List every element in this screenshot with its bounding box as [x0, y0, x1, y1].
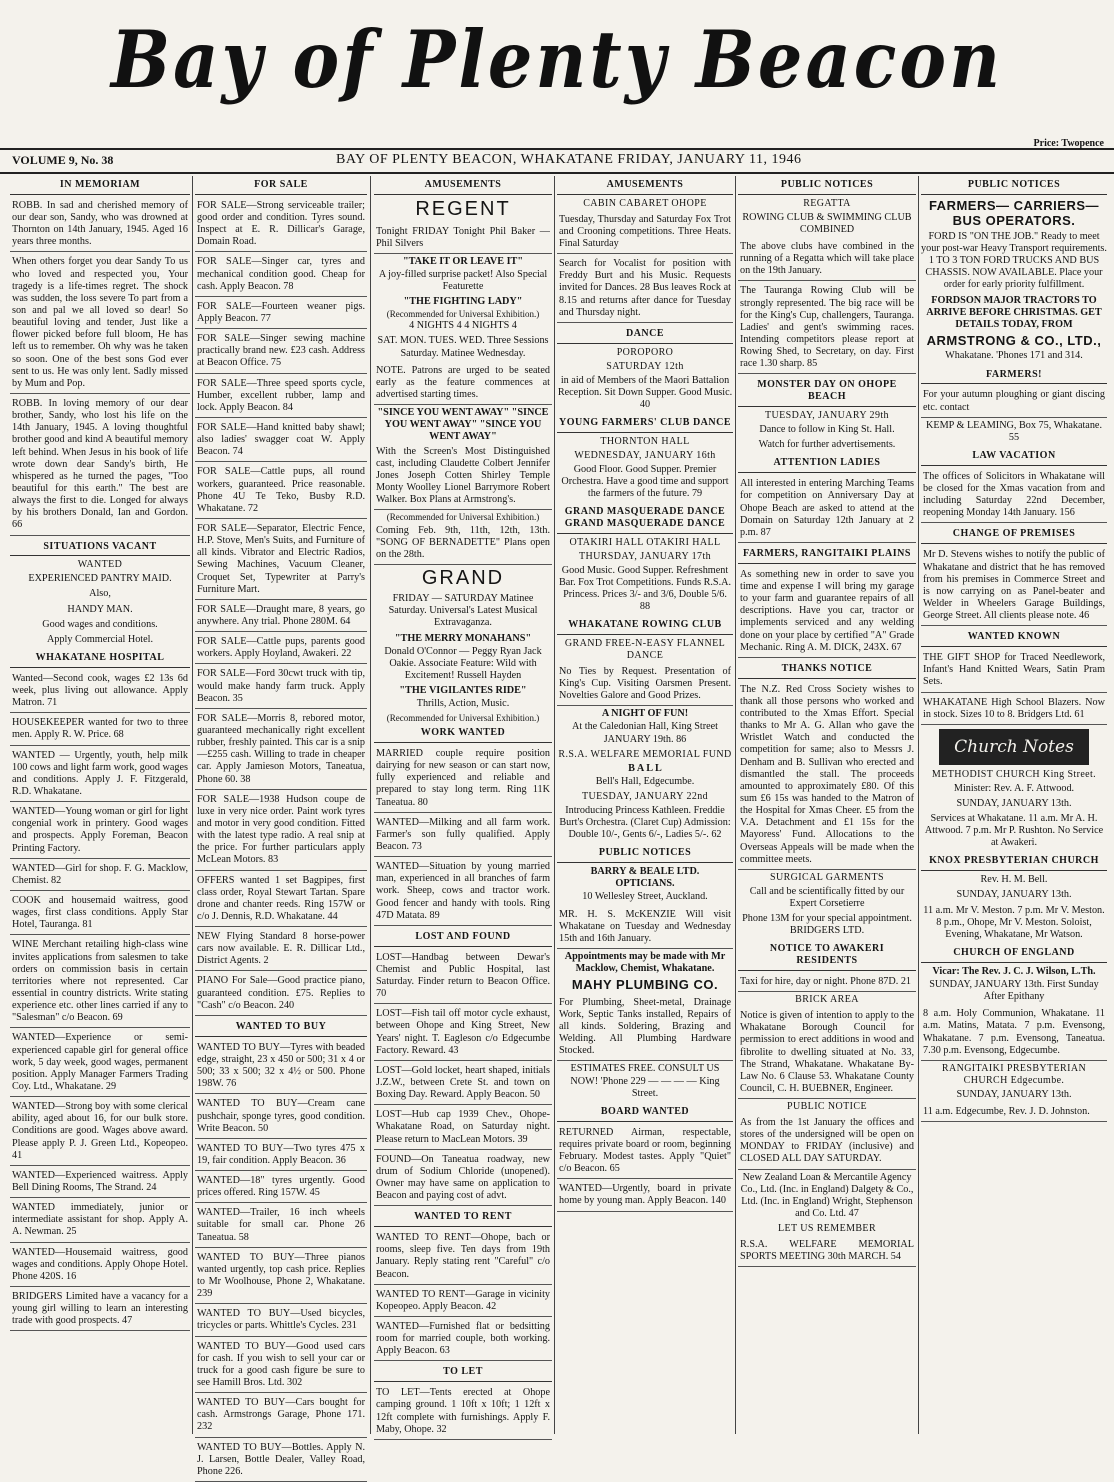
sub-heading: GRAND FREE-N-EASY FLANNEL DANCE — [564, 638, 726, 661]
section-heading: ATTENTION LADIES — [738, 454, 916, 473]
section-heading: PUBLIC NOTICES — [921, 176, 1107, 195]
column-1 — [10, 176, 190, 1434]
classified-ad: WINE Merchant retailing high-class wine invites applications from salesmen to take orders on commission basis in certain territories where not represented. Car essential in country districts. Write stating experience etc. other lines carried if any to "Salesman" c/o Beacon. 69 — [10, 937, 190, 1028]
classified-ad: WANTED TO BUY—Good used cars for cash. If you wish to sell your car or truck for a good cash figure be sure to see Hamill Bros. Ltd. 302 — [195, 1339, 367, 1394]
section-heading: SITUATIONS VACANT — [10, 538, 190, 557]
centered-text: 10 Wellesley Street, Auckland. — [582, 891, 708, 903]
classified-ad: FOR SALE—1938 Hudson coupe de luxe in very nice order. Paint work tyres and motor in very good condition. Fitted with the latest type radio. A real snip at the price. For further particulars apply McLean Motors. 83 — [195, 792, 367, 871]
classified-ad: WANTED TO BUY—Three pianos wanted urgently, top cash price. Replies to Mr Woolhouse, Phone 2, Whakatane. 239 — [195, 1250, 367, 1305]
sub-heading: REGATTA — [803, 197, 851, 209]
classified-ad: 11 a.m. Edgecumbe, Rev. J. D. Johnston. — [921, 1104, 1107, 1122]
centered-text: Bell's Hall, Edgecumbe. — [595, 775, 695, 787]
classified-ad: FOR SALE—Three speed sports cycle, Humber, excellent rubber, lamp and lock. Apply Beacon. 84 — [195, 376, 367, 418]
column-rule — [918, 176, 919, 1434]
classified-ad: Notice is given of intention to apply to the Whakatane Borough Council for permission to erect additions in wood and fibrolite to dwelling situated at No. 33, The Strand, Whakatane. Whakatane By-Law No. 6 Clause 53. Whakatane County Council, C. H. BUEBNER, Engineer. — [738, 1008, 916, 1099]
bold-line: "TAKE IT OR LEAVE IT" — [402, 255, 523, 267]
column-rule — [192, 176, 193, 1434]
classified-ad: NEW Flying Standard 8 horse-power cars now available. E. R. Dillicar Ltd., District Agents. 2 — [195, 929, 367, 971]
centered-text: Good Floor. Good Supper. Premier Orchestra. Have a good time and support the farmers of the future. 79 — [561, 463, 729, 499]
classified-ad: LOST—Handbag between Dewar's Chemist and Public Hospital, last Saturday. Finder return to Beacon Office. 70 — [374, 950, 552, 1005]
bold-line: "THE MERRY MONAHANS" — [394, 632, 532, 644]
dateline-text: BAY OF PLENTY BEACON, WHAKATANE FRIDAY, JANUARY 11, 1946 — [336, 152, 802, 167]
centered-text: New Zealand Loan & Mercantile Agency Co., Ltd. (Inc. in England) Dalgety & Co., Ltd. (Inc. in England) Wright, Stephenson and Co. Ltd. 47 — [740, 1171, 914, 1220]
classified-ad: For your autumn ploughing or giant discing etc. contact — [921, 387, 1107, 417]
sub-heading: THORNTON HALL — [600, 435, 690, 447]
centered-text: 4 NIGHTS 4 4 NIGHTS 4 — [409, 320, 517, 332]
bold-line: BARRY & BEALE LTD. — [590, 866, 700, 878]
classified-ad: WANTED TO BUY—Bottles. Apply N. J. Larsen, Bottle Dealer, Valley Road, Phone 226. — [195, 1440, 367, 1482]
classified-ad: WANTED—Situation by young married man, experienced in all branches of farm work. Sheep, cows and tractor work. Good fencer and handy with tools. Ring 47D Matata. 89 — [374, 859, 552, 926]
sub-heading: WANTED — [77, 559, 123, 571]
classified-ad: As from the 1st January the offices and stores of the undersigned will be open on MONDAY to FRIDAY (inclusive) and CLOSED ALL DAY SATURDAY. — [738, 1115, 916, 1170]
section-heading: LAW VACATION — [921, 447, 1107, 466]
classified-ad: WANTED TO BUY—Cream cane pushchair, sponge tyres, good condition. Write Beacon. 50 — [195, 1096, 367, 1138]
centered-text: SUNDAY, JANUARY 13th. — [956, 797, 1072, 809]
bold-line: B A L L — [628, 762, 662, 774]
classified-ad: WANTED TO BUY—Used bicycles, tricycles or parts. Whittle's Cycles. 231 — [195, 1306, 367, 1336]
column-rule — [554, 176, 555, 1434]
centered-text: ESTIMATES FREE. CONSULT US NOW! 'Phone 229 — — — — King Street. — [570, 1063, 720, 1099]
section-heading: PUBLIC NOTICES — [738, 176, 916, 195]
classified-ad: WANTED immediately, junior or intermediate assistant for shop. Apply A. A. Newman. 25 — [10, 1200, 190, 1242]
section-heading: FARMERS, RANGITAIKI PLAINS — [738, 545, 916, 564]
classified-ad: FOR SALE—Cattle pups, parents good workers. Apply Hoyland, Awakeri. 22 — [195, 634, 367, 664]
classified-ad: Tuesday, Thursday and Saturday Fox Trot and Crooning competitions. Three Heats. Final Saturday — [557, 212, 733, 254]
bold-line: A NIGHT OF FUN! — [601, 708, 689, 720]
centered-text: At the Caledonian Hall, King Street JANUARY 19th. 86 — [572, 721, 718, 745]
classified-ad: As something new in order to save you time and expense I will bring my garage to your farm and guarantee repairs of all descriptions. Have you car, tractor or implements serviced and any welding done on your place by certified "A" Grade Mechanic. Ring A. M. DICK, 243X. 67 — [738, 567, 916, 658]
section-heading: WANTED TO BUY — [195, 1018, 367, 1037]
classified-ad: WANTED—Milking and all farm work. Farmer's son fully qualified. Apply Beacon. 73 — [374, 815, 552, 857]
section-heading: AMUSEMENTS — [557, 176, 733, 195]
bold-line: "THE VIGILANTES RIDE" — [399, 685, 527, 697]
centered-text: KEMP & LEAMING, Box 75, Whakatane. 55 — [926, 419, 1102, 443]
centered-text: Introducing Princess Kathleen. Freddie Burt's Orchestra. (Claret Cup) Admission: Double 10/-, Gents 6/-, Ladies 5/-. 62 — [559, 804, 731, 841]
sub-heading: WEDNESDAY, JANUARY 16th — [574, 449, 716, 461]
church-notes-badge: Church Notes — [939, 729, 1089, 765]
section-heading: DANCE — [557, 325, 733, 344]
sub-heading: THURSDAY, JANUARY 17th — [578, 550, 712, 562]
note-line: (Recommended for Universal Exhibition.) — [386, 512, 540, 523]
bold-line: Vicar: The Rev. J. C. J. Wilson, L.Th. — [932, 965, 1096, 977]
classified-ad: WANTED—Experience or semi-experienced capable girl for general office work, 5 day week, good wages, permanent position. Apply Manager Farmers Trading Coy. Ltd., Whakatane. 29 — [10, 1030, 190, 1097]
classified-ad: WANTED—Urgently, board in private home by young man. Apply Beacon. 140 — [557, 1181, 733, 1211]
section-heading: GRAND MASQUERADE DANCE GRAND MASQUERADE DANCE — [557, 503, 733, 534]
classified-ad: With the Screen's Most Distinguished cast, including Claudette Colbert Jennifer Jones Joseph Cotten Shirley Temple Monty Woolley Lionel Barrymore Robert Walker. Box Plans at Armstrong's. — [374, 444, 552, 511]
centered-text: Watch for further advertisements. — [758, 439, 896, 451]
section-heading: CHURCH OF ENGLAND — [921, 944, 1107, 963]
centered-text: FORD IS "ON THE JOB." Ready to meet your post-war Heavy Transport requirements. 1 TO 3 TON FORD TRUCKS AND BUS CHASSIS. NOW AVAILABLE. Place your order for early priority fulfillment. — [921, 230, 1107, 291]
centered-text: SAT. MON. TUES. WED. Three Sessions Saturday. Matinee Wednesday. — [377, 335, 549, 359]
classified-ad: WANTED—Furnished flat or bedsitting room for married couple, both working. Apply Beacon. 63 — [374, 1319, 552, 1361]
classified-ad: FOR SALE—Ford 30cwt truck with tip, would make handy farm truck. Apply Beacon. 35 — [195, 666, 367, 708]
section-heading: CHANGE OF PREMISES — [921, 525, 1107, 544]
section-heading: PUBLIC NOTICES — [557, 844, 733, 863]
volume-number: VOLUME 9, No. 38 — [12, 153, 114, 167]
section-heading: WANTED TO RENT — [374, 1208, 552, 1227]
classified-ad: Mr D. Stevens wishes to notify the public of Whakatane and district that he has removed from his premises in Commerce Street and is now carrying on as Panel-beater and Welder in Wheelers Garage Buildings, George Street. All clients please note. 46 — [921, 547, 1107, 626]
classified-ad: The Tauranga Rowing Club will be strongly represented. The big race will be for the King's Cup, challengers, Tauranga. Ladies' and gent's swimming races. Intending competitors please report at Rowing Shed, to Secretary, on day. First race 1.30 sharp. 85 — [738, 283, 916, 374]
classified-ad: LOST—Hub cap 1939 Chev., Ohope-Whakatane Road, on Saturday night. Please return to MacLean Motors. 39 — [374, 1107, 552, 1149]
sub-heading: POROPORO — [616, 346, 674, 358]
sub-heading: SURGICAL GARMENTS — [770, 871, 884, 883]
sub-heading: TUESDAY, JANUARY 22nd — [581, 790, 709, 802]
classified-ad: FOR SALE—Separator, Electric Fence, H.P. Stove, Men's Suits, and Furniture of all kinds. Vibrator and Electric Radios, Sewing Machines, Vacuum Cleaner, Croquet Set, Typewriter at Parry's Furniture Mart. — [195, 521, 367, 600]
sub-heading: TUESDAY, JANUARY 29th — [765, 410, 889, 422]
classified-ad: FOR SALE—Strong serviceable trailer; good order and condition. Tyres sound. Inspect at E. R. Dillicar's Garage, Domain Road. — [195, 198, 367, 253]
dateline — [0, 138, 1114, 174]
note-line: (Recommended for Universal Exhibition.) — [386, 713, 540, 724]
classified-ad: Taxi for hire, day or night. Phone 87D. 21 — [738, 974, 916, 992]
section-heading: NOTICE TO AWAKERI RESIDENTS — [738, 940, 916, 971]
section-heading: MONSTER DAY ON OHOPE BEACH — [738, 376, 916, 407]
classified-ad: WANTED TO BUY—Cars bought for cash. Armstrongs Garage, Phone 171. 232 — [195, 1395, 367, 1437]
centered-text: Minister: Rev. A. F. Attwood. — [953, 782, 1075, 794]
display-heading: FARMERS— CARRIERS— BUS OPERATORS. — [928, 197, 1100, 229]
centered-text: Phone 13M for your special appointment. BRIDGERS LTD. — [742, 913, 912, 937]
section-heading: KNOX PRESBYTERIAN CHURCH — [921, 852, 1107, 871]
section-heading: WANTED KNOWN — [921, 628, 1107, 647]
section-heading: FARMERS! — [921, 366, 1107, 385]
classified-ad: COOK and housemaid waitress, good wages, first class conditions. Apply Star Hotel, Tauranga. 81 — [10, 893, 190, 935]
column-5 — [738, 176, 916, 1434]
classified-ad: MR. H. S. McKENZIE Will visit Whakatane on Tuesday and Wednesday 15th and 16th January. — [557, 907, 733, 949]
centered-text: Whakatane. 'Phones 171 and 314. — [945, 350, 1083, 362]
bold-line: "THE FIGHTING LADY" — [403, 296, 523, 308]
classified-ad: WANTED—Trailer, 16 inch wheels suitable for small car. Phone 26 Taneatua. 58 — [195, 1205, 367, 1247]
centered-text: Good wages and conditions. — [42, 618, 158, 630]
classified-ad: R.S.A. WELFARE MEMORIAL SPORTS MEETING 30th MARCH. 54 — [738, 1237, 916, 1267]
classified-ad: WANTED—Experienced waitress. Apply Bell Dining Rooms, The Strand. 24 — [10, 1168, 190, 1198]
classified-ad: TO LET—Tents erected at Ohope camping ground. 1 10ft x 10ft; 1 12ft x 12ft complete with furnishings. Apply F. Maby, Ohope. 32 — [374, 1385, 552, 1440]
classified-ad: WANTED TO RENT—Ohope, bach or rooms, sleep five. Ten days from 19th January. Reply stating rent "Careful" c/o Beacon. — [374, 1230, 552, 1285]
sub-heading: LET US REMEMBER — [777, 1223, 877, 1235]
classified-ad: FOR SALE—Hand knitted baby shawl; also ladies' swagger coat W. Apply Beacon. 74 — [195, 420, 367, 462]
classified-ad: LOST—Gold locket, heart shaped, initials J.Z.W., between Crete St. and town on Boxing Day. Reward. Apply Beacon. 50 — [374, 1063, 552, 1105]
classified-ad: WANTED—Housemaid waitress, good wages and conditions. Apply Ohope Hotel. Phone 420S. 16 — [10, 1245, 190, 1287]
classified-ad: WANTED—Young woman or girl for light congenial work in printery. Good wages and prospects. Apply Foreman, Beacon Printing Factory. — [10, 804, 190, 859]
centered-text: Dance to follow in King St. Hall. — [759, 424, 895, 436]
column-rule — [735, 176, 736, 1434]
sub-heading: PUBLIC NOTICE — [787, 1101, 867, 1113]
masthead-title: Bay of Plenty Beacon — [110, 13, 1004, 106]
masthead — [0, 0, 1114, 146]
bold-line: "SINCE YOU WENT AWAY" "SINCE YOU WENT AWAY" "SINCE YOU WENT AWAY" — [377, 407, 549, 443]
centered-text: Thrills, Action, Music. — [416, 698, 510, 710]
centered-text: A joy-filled surprise packet! Also Special Featurette — [378, 269, 548, 293]
section-heading: THANKS NOTICE — [738, 660, 916, 679]
display-heading: ARMSTRONG & CO., LTD., — [926, 332, 1102, 348]
centered-text: 11 a.m. Mr V. Meston. 7 p.m. Mr V. Meston. 8 p.m., Ohope, Mr V. Meston. Soloist, Evening, Whakatane, Mr Watson. — [923, 904, 1105, 940]
classified-ad: RETURNED Airman, respectable, requires private board or room, beginning February. Modest tastes. Apply "Quiet" c/o Beacon. 65 — [557, 1125, 733, 1180]
classified-ad: Tonight FRIDAY Tonight Phil Baker — Phil Silvers — [374, 224, 552, 254]
centered-text: Rev. H. M. Bell. — [980, 874, 1048, 886]
classified-ad: LOST—Fish tail off motor cycle exhaust, between Ohope and King Street, New Years' night. T. Eagleson c/o Edgecumbe Factory. Reward. 43 — [374, 1006, 552, 1061]
centered-text: Services at Whakatane. 11 a.m. Mr A. H. Attwood. 7 p.m. Mr P. Rushton. No Service at Awakeri. — [924, 812, 1104, 849]
classified-ad: BRIDGERS Limited have a vacancy for a young girl willing to learn an interesting trade with good prospects. 47 — [10, 1289, 190, 1331]
classified-ad: FOR SALE—Singer sewing machine practically brand new. £23 cash. Address at Beacon Office. 75 — [195, 331, 367, 373]
classified-ad: WANTED TO RENT—Garage in vicinity Kopeopeo. Apply Beacon. 42 — [374, 1287, 552, 1317]
column-6 — [921, 176, 1107, 1434]
centered-text: Donald O'Connor — Peggy Ryan Jack Oakie. Associate Feature: Wild with Excitement! Russell Hayden — [384, 645, 542, 681]
classified-ad: HOUSEKEEPER wanted for two to three men. Apply R. W. Price. 68 — [10, 715, 190, 745]
classified-ad: Wanted—Second cook, wages £2 13s 6d week, plus living out allowance. Apply Matron. 71 — [10, 671, 190, 713]
classified-ad: ROBB. In loving memory of our dear brother, Sandy, who lost his life on the 14th January, 1945. A loving thoughtful brother good and kind A beautiful memory left behind. When Jesus in his book of life wrote down dear Sandy's birth, He whispered as he turned the pages, "Too beautiful for this earth." The best are always the first to die. Longed for always by his brothers Donald, Ian and Gordon. 66 — [10, 396, 190, 536]
bold-line: Appointments may be made with Mr Macklow, Chemist, Whakatane. — [564, 950, 726, 975]
centered-text: HANDY MAN. — [67, 603, 133, 615]
centered-text: ROWING CLUB & SWIMMING CLUB COMBINED — [742, 211, 912, 235]
sub-heading: METHODIST CHURCH King Street. — [931, 768, 1097, 780]
section-heading: YOUNG FARMERS' CLUB DANCE — [557, 414, 733, 433]
section-heading: WORK WANTED — [374, 724, 552, 743]
column-4 — [557, 176, 733, 1434]
classified-ad: FOR SALE—Fourteen weaner pigs. Apply Beacon. 77 — [195, 299, 367, 329]
section-heading: TO LET — [374, 1363, 552, 1382]
classified-ad: OFFERS wanted 1 set Bagpipes, first class order, Royal Stewart Tartan. Spare drone and chanter reeds. Ring 157W or c/o J. Dennis, R.D. Whakatane. 44 — [195, 873, 367, 928]
classified-ad: NOTE. Patrons are urged to be seated early as the feature commences at advertised starting times. — [374, 363, 552, 405]
centered-text: SUNDAY, JANUARY 13th. — [956, 889, 1072, 901]
classified-ad: THE GIFT SHOP for Traced Needlework, Infant's Hand Knitted Wears, Satin Pram Sets. — [921, 650, 1107, 692]
note-line: (Recommended for Universal Exhibition.) — [386, 308, 540, 319]
display-heading: REGENT — [415, 197, 511, 220]
section-heading: LOST AND FOUND — [374, 928, 552, 947]
section-heading: BOARD WANTED — [557, 1103, 733, 1122]
sub-heading: BRICK AREA — [795, 994, 859, 1006]
classified-ad: WHAKATANE High School Blazers. Now in stock. Sizes 10 to 8. Bridgers Ltd. 61 — [921, 695, 1107, 725]
centered-text: FRIDAY — SATURDAY Matinee Saturday. Universal's Latest Musical Extravaganza. — [388, 593, 538, 629]
centered-text: EXPERIENCED PANTRY MAID. — [28, 573, 172, 585]
section-heading: WHAKATANE HOSPITAL — [10, 649, 190, 668]
column-2 — [195, 176, 367, 1477]
display-heading: MAHY PLUMBING CO. — [571, 977, 719, 993]
sub-heading: SATURDAY 12th — [606, 360, 684, 372]
display-heading: GRAND — [421, 567, 505, 590]
classified-ad: WANTED—Strong boy with some clerical ability, aged about 16, for our bulk store. Conditions are good. Wages above award. Please apply P. J. Green Ltd., Kopeopeo. 41 — [10, 1099, 190, 1166]
classified-ad: WANTED—18" tyres urgently. Good prices offered. Ring 157W. 45 — [195, 1173, 367, 1203]
sub-heading: R.S.A. WELFARE MEMORIAL FUND — [558, 748, 732, 760]
centered-text: Good Music. Good Supper. Refreshment Bar. Fox Trot Competitions. Funds R.S.A. Princess. Prices 3/- and 3/6, Double 5/6. 88 — [558, 564, 732, 613]
section-heading: AMUSEMENTS — [374, 176, 552, 195]
sub-heading: RANGITAIKI PRESBYTERIAN CHURCH Edgecumbe. — [941, 1062, 1087, 1086]
classified-ad: The offices of Solicitors in Whakatane will be closed for the Xmas vacation from and including Saturday 22nd December, reopening Monday 14th January. 156 — [921, 469, 1107, 524]
classified-ad: FOUND—On Taneatua roadway, new drum of Sodium Chloride (unopened). Owner may have same on application to Beacon and paying cost of advt. — [374, 1152, 552, 1207]
classified-ad: Coming Feb. 9th, 11th, 12th, 13th. "SONG OF BERNADETTE" Plans open on the 28th. — [374, 523, 552, 565]
section-heading: WHAKATANE ROWING CLUB — [557, 616, 733, 635]
classified-ad: WANTED—Girl for shop. F. G. Macklow, Chemist. 82 — [10, 861, 190, 891]
centered-text: SUNDAY, JANUARY 13th. First Sunday After Epithany — [929, 979, 1099, 1003]
classified-ad: 8 a.m. Holy Communion, Whakatane. 11 a.m. Matins, Matata. 7 p.m. Evensong, Whakatane. 7 p.m. Evensong, Taneatua. 7.30 p.m. Evensong, Edgecumbe. — [921, 1006, 1107, 1061]
centered-text: Call and be scientifically fitted by our Expert Corsetierre — [749, 885, 905, 909]
classified-ad: MARRIED couple require position dairying for new season or can start now, fully experienced and reliable and prepared to stay long term. Ring 11K Taneatua. 80 — [374, 746, 552, 813]
centered-text: Apply Commercial Hotel. — [46, 633, 154, 645]
sub-heading: OTAKIRI HALL OTAKIRI HALL — [569, 536, 721, 548]
classified-ad: FOR SALE—Draught mare, 8 years, go anywhere. Any trial. Phone 280M. 64 — [195, 602, 367, 632]
classified-ad: No Ties by Request. Presentation of King's Cup. Visiting Oarsmen Present. Novelties Galore and Good Prizes. — [557, 664, 733, 706]
section-heading: FOR SALE — [195, 176, 367, 195]
classified-ad: The N.Z. Red Cross Society wishes to thank all those persons who worked and contributed to the Xmas Effort. Special thanks to Mr A. G. Allan who gave the Wristlet Watch and conducted the competition for same; also to Messrs J. Denham and B. Sullivan who erected and dismantled the stall. The proceeds amounted to approximately £80. Of this sum £6 15s was handed to the Matron of the Hospital for Xmas Cheer. £5 from the V.A. Detachment and £1 15s for the Mayoress' Fund. Allocations to the Overseas Appeals will be made when the committee meets. — [738, 682, 916, 870]
classified-ad: Search for Vocalist for position with Freddy Burt and his Music. Requests invited for Dances. 28 Bus leaves Rock at 8.15 and returns after dance for Tuesday and Thursday night. — [557, 256, 733, 323]
classified-ad: FOR SALE—Singer car, tyres and mechanical condition good. Cheap for cash. Apply Beacon. 78 — [195, 254, 367, 296]
centered-text: Also, — [89, 588, 111, 600]
sub-heading: CABIN CABARET OHOPE — [583, 197, 707, 209]
column-rule — [370, 176, 371, 1434]
centered-text: SUNDAY, JANUARY 13th. — [956, 1088, 1072, 1100]
centered-text: in aid of Members of the Maori Battalion Reception. Sit Down Supper. Good Music. 40 — [557, 374, 733, 410]
classified-ad: FOR SALE—Cattle pups, all round workers, guaranteed. Price reasonable. Phone 4U Te Teko, Busby R.D. Whakatane. 72 — [195, 464, 367, 519]
classified-ad: When others forget you dear Sandy To us who loved and respected you, Your tragedy is a life-times regret. The shock was sudden, the loss severe To part from a son and pal we all loved so dear! So beautiful loving and tender, Just like a flower picked before full bloom, He has left us to remember. Oh why was he taken so soon. One of the best sons God ever sent to us. He was only lent. Sadly missed by Mum and Pop. — [10, 254, 190, 394]
classified-ad: The above clubs have combined in the running of a Regatta which will take place on the 19th January. — [738, 239, 916, 281]
classified-ad: ROBB. In sad and cherished memory of our dear son, Sandy, who was drowned at Thornton on 14th January, 1945. Aged 16 years three months. — [10, 198, 190, 253]
classified-ad: For Plumbing, Sheet-metal, Drainage Work, Septic Tanks installed, Repairs of all kinds. Soldering, Brazing and Welding. All Plumbing Hardware Stocked. — [557, 995, 733, 1062]
classified-ad: WANTED TO BUY—Tyres with beaded edge, straight, 23 x 450 or 500; 31 x 4 or 500; 33 x 500; 32 x 4½ or 500. Phone 198W. 76 — [195, 1040, 367, 1095]
column-3 — [374, 176, 552, 1434]
bold-line: OPTICIANS. — [615, 878, 675, 890]
section-heading: IN MEMORIAM — [10, 176, 190, 195]
price: Price: Twopence — [1033, 138, 1104, 149]
bold-line: FORDSON MAJOR TRACTORS TO ARRIVE BEFORE CHRISTMAS. GET DETAILS TODAY, FROM — [926, 294, 1102, 330]
classified-ad: PIANO For Sale—Good practice piano, guaranteed condition. £75. Replies to "Cash" c/o Beacon. 240 — [195, 973, 367, 1015]
classified-ad: WANTED TO BUY—Two tyres 475 x 19, fair condition. Apply Beacon. 36 — [195, 1141, 367, 1171]
classified-ad: WANTED — Urgently, youth, help milk 100 cows and light farm work, good wages and conditions. Apply J. F. Fitzgerald, R.D. Whakatane. — [10, 748, 190, 803]
classified-ad: All interested in entering Marching Teams for competition on Anniversary Day at Ohope Beach are asked to attend at the Domain on Saturday 12th January at 2 p.m. 87 — [738, 476, 916, 543]
classified-ad: FOR SALE—Morris 8, rebored motor, guaranteed mechanically right excellent rubber, freshly painted. This car is a snip—£255 cash. Willing to trade in cheaper car. Apply Jamieson Motors, Taneatua, Phone 60. 38 — [195, 711, 367, 790]
